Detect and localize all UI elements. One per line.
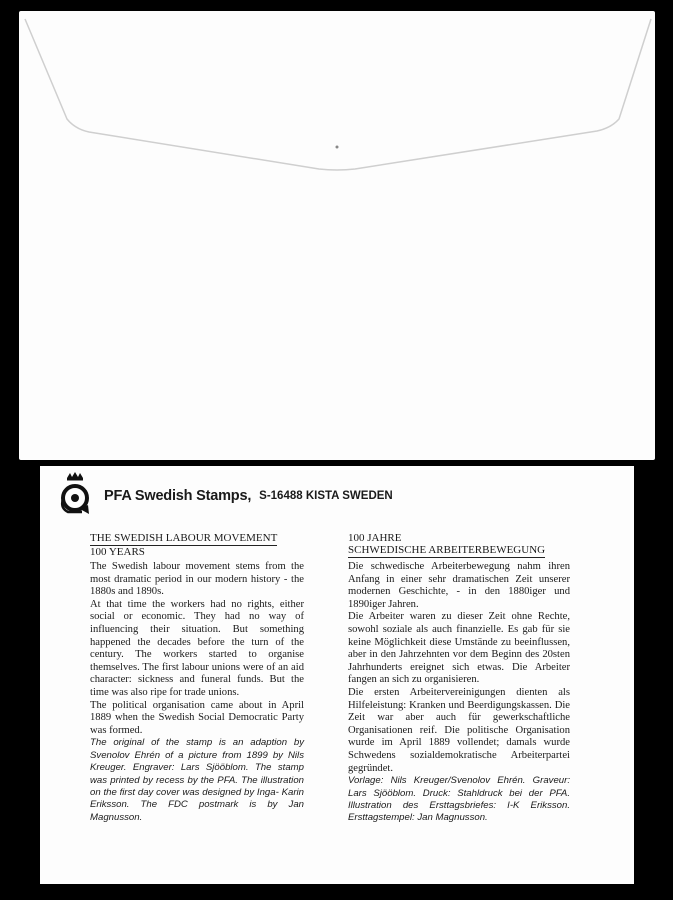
- english-paragraph: The Swedish labour movement stems from the most dramatic period in our modern history - the 1880s and 1890s.: [90, 561, 304, 598]
- card-header: [94, 476, 393, 516]
- envelope-flap: [19, 11, 655, 460]
- envelope-back: [19, 11, 655, 460]
- german-paragraph: Die Arbeiter waren zu dieser Zeit ohne Rechte, sowohl soziale als auch finanzielle. Es gab für sie keine Möglichkeit diese Umstände zu beeinflussen, aber in den Jahrzehnten vor dem Beginn des 20sten Jahrhunderts ereignet sich etwas. Die Arbeiter fangen an sich zu organisieren.: [348, 611, 570, 686]
- english-title: [90, 532, 304, 558]
- insert-card: [40, 466, 634, 884]
- german-title-line1: 100 JAHRE: [348, 532, 402, 544]
- english-credits: The original of the stamp is an adaption by Svenolov Ehrén of a picture from 1899 by Nils Kreuger. Engraver: Lars Sjööblom. The stamp was printed by recess by the PFA. The illustration on the first day cover was designed by Inga- Karin Eriksson. The FDC postmark is by Jan Magnusson.: [90, 737, 304, 823]
- english-column: [90, 532, 304, 824]
- english-title-line1: THE SWEDISH LABOUR MOVEMENT: [90, 532, 278, 544]
- german-paragraph: Die schwedische Arbeiterbewegung nahm ihren Anfang in einer sehr dramatischen Zeit unserer modernen Geschichte, - in den 1880iger und 1890iger Jahren.: [348, 561, 570, 610]
- english-paragraph: At that time the workers had no rights, either social or economic. They had no way of influencing their situation. But something happened the decades before the turn of the century. The workers started to organise themselves. The first labour unions were of an aid character: sickness and funeral funds. But the time was also ripe for trade unions.: [90, 598, 304, 698]
- english-paragraph: The political organisation came about in April 1889 when the Swedish Social Democratic Party was formed.: [90, 699, 304, 736]
- brand-name: PFA Swedish Stamps,: [104, 488, 252, 504]
- german-paragraph: Die ersten Arbeitervereinigungen dienten als Hilfeleistung: Kranken und Beerdigungskassen. Die Zeit war aber auch für gewerkschaftliche Organisationen reif. Die politische Organisation wurde im April 1889 vollendet; damals wurde Schwedens sozialdemokratische Arbeiterpartei gegründet.: [348, 686, 570, 774]
- german-title-line2: SCHWEDISCHE ARBEITERBEWEGUNG: [348, 544, 546, 556]
- english-body: [90, 561, 304, 737]
- german-body: [348, 561, 570, 775]
- post-horn-crown-logo-icon: [56, 472, 94, 516]
- address: S-16488 KISTA SWEDEN: [259, 490, 393, 502]
- german-credits: Vorlage: Nils Kreuger/Svenolov Ehrén. Graveur: Lars Sjööblom. Druck: Stahldruck bei der PFA. Illustration des Ersttagsbriefes: I-K Eriksson. Ersttagstempel: Jan Magnusson.: [348, 775, 570, 824]
- english-title-line2: 100 YEARS: [90, 546, 145, 558]
- german-title: [348, 532, 570, 558]
- german-column: [348, 532, 570, 825]
